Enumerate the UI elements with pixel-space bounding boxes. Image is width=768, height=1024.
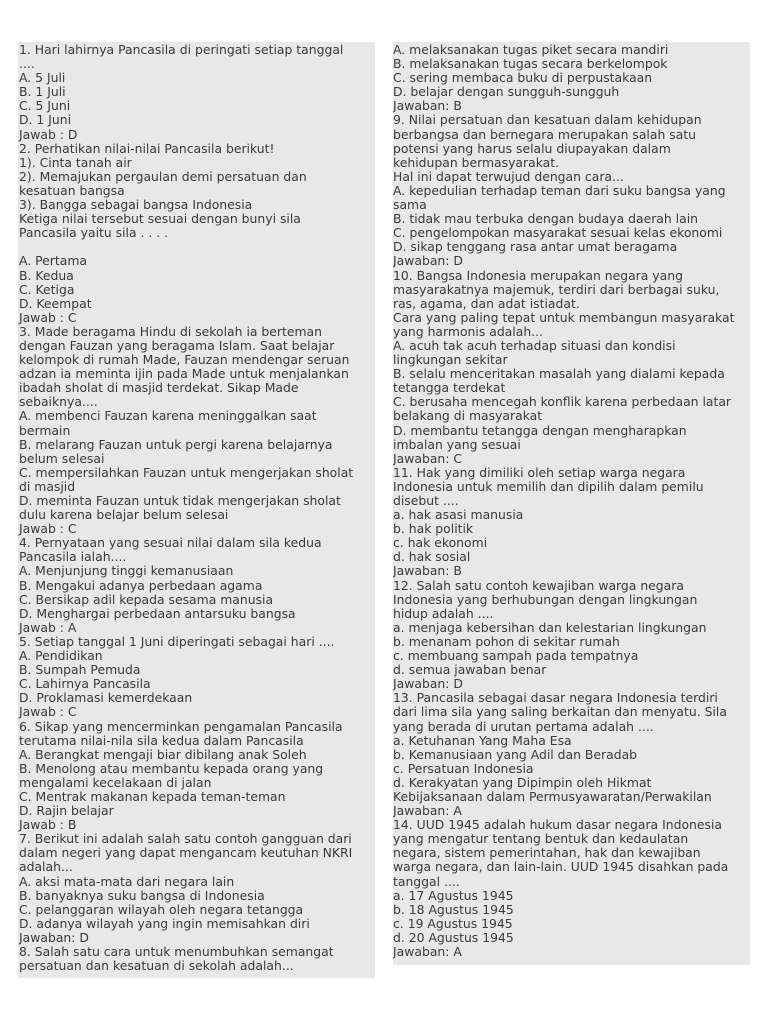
text-line: c. membuang sampah pada tempatnya (393, 648, 639, 664)
text-line: imbalan yang sesuai (393, 436, 521, 452)
text-line: a. Ketuhanan Yang Maha Esa (393, 732, 572, 748)
text-line: C. pelanggaran wilayah oleh negara tetangga (19, 901, 304, 917)
text-line: B. selalu menceritakan masalah yang dialami kepada (393, 366, 725, 382)
text-line: Jawaban: A (393, 803, 462, 819)
text-line: C. 5 Juni (19, 98, 71, 114)
text-line: d. Kerakyatan yang Dipimpin oleh Hikmat (393, 774, 652, 790)
text-line: adzan ia meminta ijin pada Made untuk menjalankan (19, 366, 349, 382)
text-line: sama (393, 197, 427, 213)
text-line: D. membantu tetangga dengan mengharapkan (393, 422, 687, 438)
text-line: C. sering membaca buku di perpustakaan (393, 70, 653, 86)
text-line: tetangga terdekat (393, 380, 506, 396)
text-line: c. 19 Agustus 1945 (393, 915, 513, 931)
text-line: B. Kedua (19, 267, 74, 283)
text-line: A. Menjunjung tinggi kemanusiaan (19, 563, 234, 579)
text-line: C. Bersikap adil kepada sesama manusia (19, 591, 274, 607)
text-line: Ketiga nilai tersebut sesuai dengan bunyi sila (19, 211, 301, 227)
text-line: A. melaksanakan tugas piket secara mandiri (393, 42, 669, 57)
text-line: dari lima sila yang saling berkaitan dan menyatu. Sila (393, 704, 727, 720)
text-line: yang mengatur tentang bentuk dan kedaulatan (393, 831, 689, 847)
text-line: Jawaban: B (393, 563, 462, 579)
text-line: Indonesia untuk memilih dan dipilih dalam pemilu (393, 478, 704, 494)
text-line: Jawab : D (19, 126, 78, 142)
text-line: A. 5 Juli (19, 70, 66, 86)
text-line: Pancasila ialah.... (19, 549, 127, 565)
text-line: 2). Memajukan pergaulan demi persatuan dan (19, 168, 307, 184)
text-line: D. Menghargai perbedaan antarsuku bangsa (19, 605, 296, 621)
text-line: dalam negeri yang dapat mengancam keutuhan NKRI (19, 845, 353, 861)
text-line: A. acuh tak acuh terhadap situasi dan kondisi (393, 337, 676, 353)
text-line: berbangsa dan bernegara merupakan salah satu (393, 126, 696, 142)
text-line: .... (19, 56, 35, 72)
text-line: A. Pendidikan (19, 648, 103, 664)
text-line: 6. Sikap yang mencerminkan pengamalan Pancasila (19, 718, 343, 734)
text-line: C. mempersilahkan Fauzan untuk mengerjakan sholat (19, 464, 354, 480)
text-line: persatuan dan kesatuan di sekolah adalah... (19, 958, 294, 974)
text-line: D. meminta Fauzan untuk tidak mengerjakan sholat (19, 493, 341, 508)
text-line: 14. UUD 1945 adalah hukum dasar negara Indonesia (393, 817, 722, 833)
text-line: 4. Pernyataan yang sesuai nilai dalam sila kedua (19, 535, 322, 551)
text-line: Jawaban: D (393, 676, 463, 692)
text-line: D. Proklamasi kemerdekaan (19, 690, 193, 706)
text-line: Hal ini dapat terwujud dengan cara... (393, 168, 624, 184)
text-line: B. banyaknya suku bangsa di Indonesia (19, 887, 265, 903)
text-line: mengalami kecelakaan di jalan (19, 774, 212, 790)
text-line: Jawab : C (19, 521, 77, 537)
text-line: ibadah sholat di masjid terdekat. Sikap Made (19, 380, 299, 396)
text-line: 1). Cinta tanah air (19, 154, 132, 170)
text-line: C. Mentrak makanan kepada teman-teman (19, 788, 286, 804)
text-line: A. membenci Fauzan karena meninggalkan saat (19, 408, 317, 424)
text-line: kesatuan bangsa (19, 182, 125, 198)
text-line: belum selesai (19, 450, 105, 466)
text-line: B. tidak mau terbuka dengan budaya daerah lain (393, 211, 699, 227)
text-line: b. Kemanusiaan yang Adil dan Beradab (393, 746, 638, 762)
right-text-column (393, 42, 750, 965)
text-line: warga negara, dan lain-lain. UUD 1945 disahkan pada (393, 859, 729, 875)
text-line: sebaiknya.... (19, 394, 98, 410)
text-line: a. menjaga kebersihan dan kelestarian lingkungan (393, 619, 707, 635)
text-line: c. Persatuan Indonesia (393, 760, 534, 776)
text-line: di masjid (19, 478, 76, 494)
text-line: lingkungan sekitar (393, 352, 508, 368)
text-line: Pancasila yaitu sila . . . . (19, 225, 169, 241)
text-line: a. 17 Agustus 1945 (393, 887, 514, 903)
text-line: Jawab : B (19, 817, 77, 833)
text-line: disebut .... (393, 493, 459, 508)
text-line: B. Mengakui adanya perbedaan agama (19, 577, 263, 593)
text-line: bermain (19, 422, 71, 438)
text-line: d. 20 Agustus 1945 (393, 929, 514, 945)
text-line: 7. Berikut ini adalah salah satu contoh gangguan dari (19, 831, 352, 847)
text-line: negara, sistem pemerintahan, hak dan kewajiban (393, 845, 701, 861)
text-line: 13. Pancasila sebagai dasar negara Indonesia terdiri (393, 690, 718, 706)
text-line: dengan Fauzan yang beragama Islam. Saat belajar (19, 337, 335, 353)
text-line: C. Lahirnya Pancasila (19, 676, 151, 692)
text-line: b. 18 Agustus 1945 (393, 901, 514, 917)
text-line: C. berusaha mencegah konflik karena perbedaan latar (393, 394, 732, 410)
text-line: tanggal .... (393, 873, 460, 889)
text-line: d. semua jawaban benar (393, 662, 547, 678)
text-line: potensi yang harus selalu diupayakan dalam (393, 140, 671, 156)
text-line: 3. Made beragama Hindu di sekolah ia berteman (19, 323, 322, 339)
text-line: Jawab : A (19, 619, 77, 635)
text-line: Jawaban: B (393, 98, 462, 114)
text-line: A. Pertama (19, 253, 87, 269)
text-line: D. 1 Juni (19, 112, 72, 128)
text-line: Jawab : C (19, 704, 77, 720)
text-line: b. menanam pohon di sekitar rumah (393, 633, 620, 649)
text-line: D. adanya wilayah yang ingin memisahkan diri (19, 915, 310, 931)
text-line: 3). Bangga sebagai bangsa Indonesia (19, 197, 253, 213)
text-line: 9. Nilai persatuan dan kesatuan dalam kehidupan (393, 112, 702, 128)
text-line: A. Berangkat mengaji biar dibilang anak Soleh (19, 746, 307, 762)
text-line: Jawab : C (19, 309, 77, 325)
text-line: A. aksi mata-mata dari negara lain (19, 873, 235, 889)
text-line: D. Keempat (19, 295, 92, 311)
text-line: kelompok di rumah Made, Fauzan mendengar seruan (19, 352, 350, 368)
text-line: terutama nilai-nila sila kedua dalam Pancasila (19, 732, 304, 748)
text-line: C. Ketiga (19, 281, 75, 297)
text-line: D. Rajin belajar (19, 803, 114, 819)
text-line: 5. Setiap tanggal 1 Juni diperingati sebagai hari .... (19, 633, 335, 649)
text-line: B. 1 Juli (19, 84, 66, 100)
text-line: B. Sumpah Pemuda (19, 662, 141, 678)
text-line: yang berada di urutan pertama adalah .... (393, 718, 654, 734)
text-line: hidup adalah .... (393, 605, 494, 621)
text-line: Jawaban: D (393, 253, 463, 269)
text-line: B. melarang Fauzan untuk pergi karena belajarnya (19, 436, 333, 452)
text-line: C. pengelompokan masyarakat sesuai kelas ekonomi (393, 225, 723, 241)
text-line: d. hak sosial (393, 549, 471, 565)
text-line: Jawaban: C (393, 450, 463, 466)
text-line: kehidupan bermasyarakat. (393, 154, 560, 170)
text-line: c. hak ekonomi (393, 535, 488, 551)
text-line: dulu karena belajar belum selesai (19, 507, 229, 523)
text-line: A. kepedulian terhadap teman dari suku bangsa yang (393, 182, 726, 198)
text-line: 12. Salah satu contoh kewajiban warga negara (393, 577, 684, 593)
text-line (19, 240, 375, 254)
text-line: adalah... (19, 859, 73, 875)
text-line: a. hak asasi manusia (393, 507, 524, 523)
left-text-column (18, 42, 375, 978)
text-line: belakang di masyarakat (393, 408, 543, 424)
text-line: b. hak politik (393, 521, 474, 537)
text-line: 10. Bangsa Indonesia merupakan negara yang (393, 267, 683, 283)
text-line: Jawaban: D (19, 929, 89, 945)
text-line: D. belajar dengan sungguh-sungguh (393, 84, 620, 100)
text-line: 11. Hak yang dimiliki oleh setiap warga negara (393, 464, 686, 480)
text-line: 1. Hari lahirnya Pancasila di peringati setiap tanggal (19, 42, 344, 57)
text-line: Indonesia yang berhubungan dengan lingkungan (393, 591, 698, 607)
text-line: B. melaksanakan tugas secara berkelompok (393, 56, 668, 72)
text-line: Kebijaksanaan dalam Permusyawaratan/Perwakilan (393, 788, 712, 804)
text-line: Cara yang paling tepat untuk membangun masyarakat (393, 309, 735, 325)
text-line: yang harmonis adalah... (393, 323, 544, 339)
text-line: D. sikap tenggang rasa antar umat beragama (393, 239, 678, 255)
text-line: Jawaban: A (393, 944, 462, 959)
text-line: B. Menolong atau membantu kepada orang yang (19, 760, 324, 776)
text-line: masyarakatnya majemuk, terdiri dari berbagai suku, (393, 281, 720, 297)
text-line: ras, agama, dan adat istiadat. (393, 295, 580, 311)
text-line: 8. Salah satu cara untuk menumbuhkan semangat (19, 944, 334, 959)
text-line: 2. Perhatikan nilai-nilai Pancasila berikut! (19, 140, 275, 156)
